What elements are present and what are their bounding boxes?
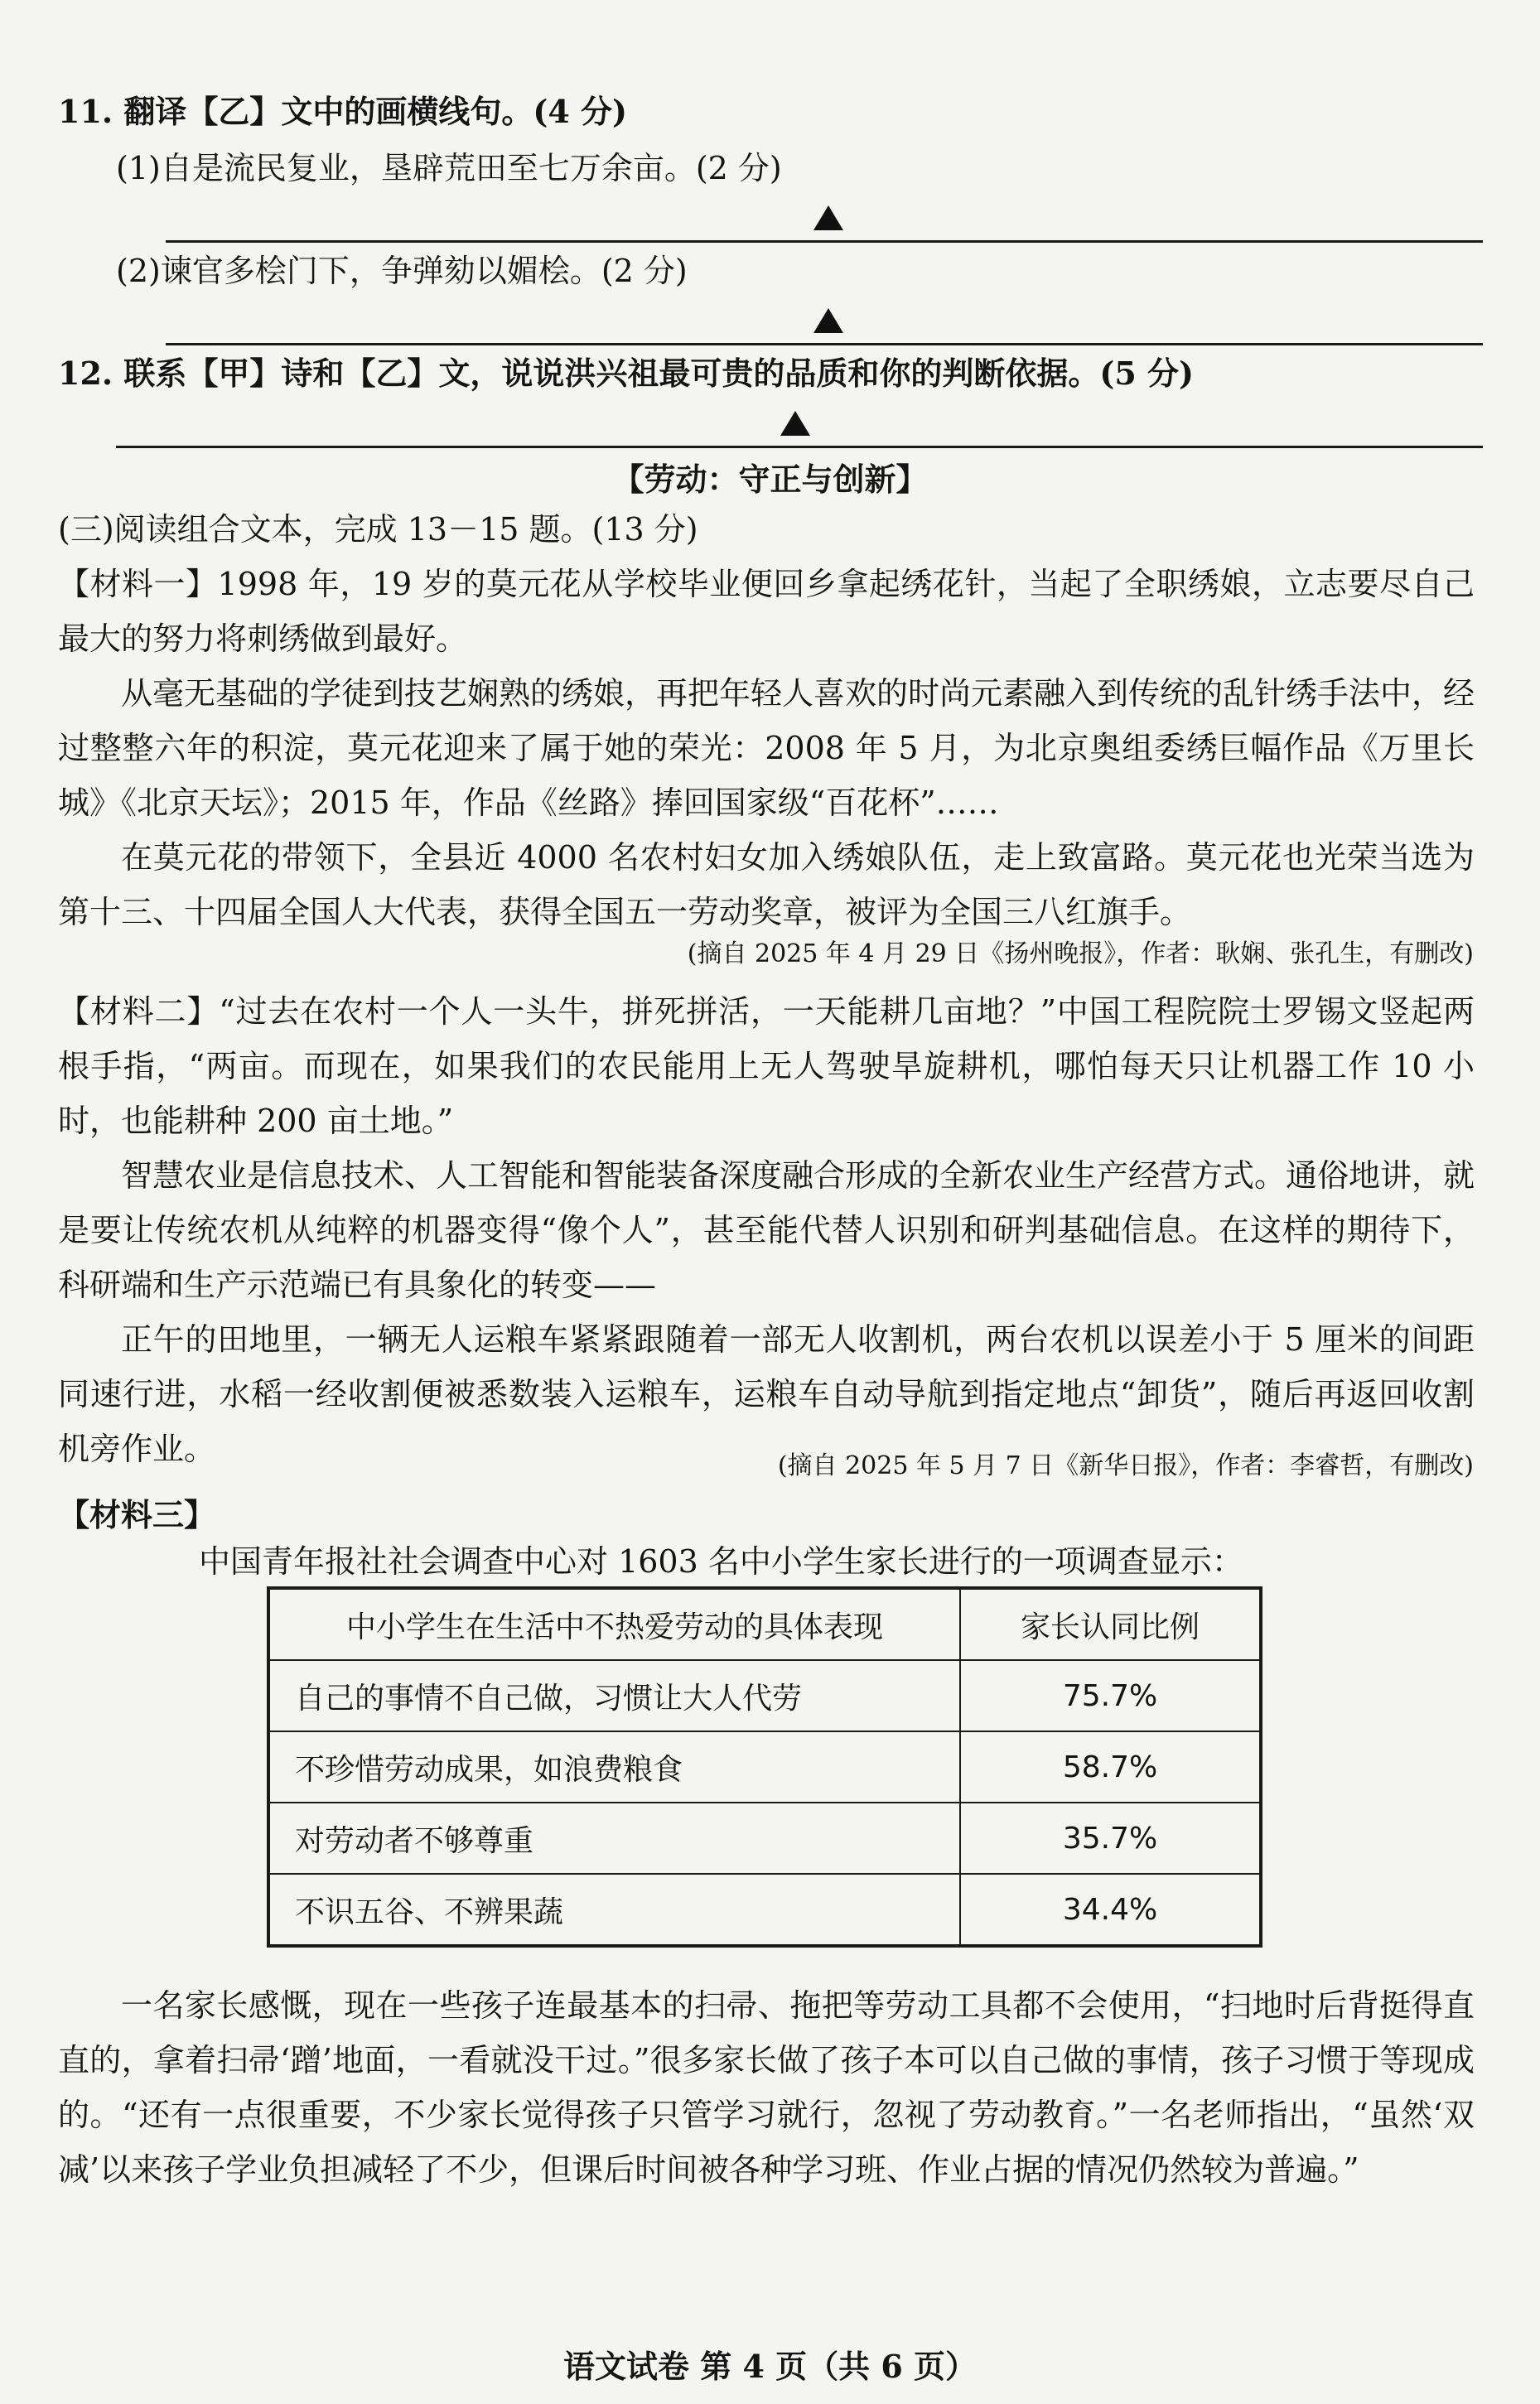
table-cell: 不珍惜劳动成果，如浪费粮食	[268, 1731, 960, 1803]
table-cell: 75.7%	[960, 1660, 1261, 1731]
material-3-para-1: 一名家长感慨，现在一些孩子连最基本的扫帚、拖把等劳动工具都不会使用，“扫地时后背挺得直直的，拿着扫帚‘蹭’地面，一看就没干过。”很多家长做了孩子本可以自己做的事情，孩子习惯于等现成的。“还有一点很重要，不少家长觉得孩子只管学习就行，忽视了劳动教育。”一名老师指出，“虽然‘双减’以来孩子学业负担减轻了不少，但课后时间被各种学习班、作业占据的情况仍然较为普遍。”	[58, 1987, 1475, 2188]
answer-marker-triangle-icon	[813, 205, 843, 230]
survey-table	[267, 1586, 1262, 1948]
question-11-sentence-1: (1)自是流民复业，垦辟荒田至七万余亩。(2 分)	[116, 150, 782, 186]
answer-line[interactable]	[166, 240, 1483, 243]
table-cell: 不识五谷、不辨果蔬	[268, 1874, 960, 1946]
question-11-sentence-2: (2)谏官多桧门下，争弹劾以媚桧。(2 分)	[116, 253, 688, 289]
table-header-cell: 中小学生在生活中不热爱劳动的具体表现	[268, 1588, 960, 1660]
answer-marker-triangle-icon	[780, 411, 810, 436]
material-1-source: (摘自 2025 年 4 月 29 日《扬州晚报》，作者：耿娴、张孔生，有删改)	[687, 939, 1474, 968]
question-12-title: 12. 联系【甲】诗和【乙】文，说说洪兴祖最可贵的品质和你的判断依据。(5 分)	[58, 355, 1194, 392]
answer-marker-triangle-icon	[813, 308, 843, 333]
section-heading: 【劳动：守正与创新】	[612, 461, 928, 498]
table-cell: 自己的事情不自己做，习惯让大人代劳	[268, 1660, 960, 1731]
answer-line[interactable]	[116, 446, 1483, 448]
answer-line[interactable]	[166, 343, 1483, 345]
table-cell: 58.7%	[960, 1731, 1261, 1803]
material-2-source: (摘自 2025 年 5 月 7 日《新华日报》，作者：李睿哲，有删改)	[777, 1451, 1474, 1480]
page-footer: 语文试卷 第 4 页（共 6 页）	[562, 2348, 978, 2385]
table-row	[268, 1803, 1261, 1874]
table-cell: 对劳动者不够尊重	[268, 1803, 960, 1874]
table-row	[268, 1731, 1261, 1803]
question-11-title: 11. 翻译【乙】文中的画横线句。(4 分)	[58, 93, 627, 130]
material-1-para-1: 【材料一】1998 年，19 岁的莫元花从学校毕业便回乡拿起绣花针，当起了全职绣娘，立志要尽自己最大的努力将刺绣做到最好。	[58, 566, 1475, 657]
table-row	[268, 1660, 1261, 1731]
material-3-intro: 中国青年报社社会调查中心对 1603 名中小学生家长进行的一项调查显示：	[199, 1543, 1243, 1580]
table-header-row	[268, 1588, 1261, 1660]
table-header-cell: 家长认同比例	[960, 1588, 1261, 1660]
table-cell: 34.4%	[960, 1874, 1261, 1946]
material-1-para-3: 在莫元花的带领下，全县近 4000 名农村妇女加入绣娘队伍，走上致富路。莫元花也光荣当选为第十三、十四届全国人大代表，获得全国五一劳动奖章，被评为全国三八红旗手。	[58, 839, 1475, 930]
material-3-label: 【材料三】	[58, 1496, 216, 1533]
material-2-para-2: 智慧农业是信息技术、人工智能和智能装备深度融合形成的全新农业生产经营方式。通俗地讲，就是要让传统农机从纯粹的机器变得“像个人”，甚至能代替人识别和研判基础信息。在这样的期待下，科研端和生产示范端已有具象化的转变——	[58, 1157, 1475, 1303]
material-1-para-2: 从毫无基础的学徒到技艺娴熟的绣娘，再把年轻人喜欢的时尚元素融入到传统的乱针绣手法中，经过整整六年的积淀，莫元花迎来了属于她的荣光：2008 年 5 月，为北京奥组委绣巨幅作品《万里长城》《北京天坛》；2015 年，作品《丝路》捧回国家级“百花杯”……	[58, 675, 1475, 821]
table-row	[268, 1874, 1261, 1946]
table-cell: 35.7%	[960, 1803, 1261, 1874]
section-3-instruction: (三)阅读组合文本，完成 13－15 题。(13 分)	[58, 511, 698, 548]
material-2-para-1: 【材料二】“过去在农村一个人一头牛，拼死拼活，一天能耕几亩地？”中国工程院院士罗锡文竖起两根手指，“两亩。而现在，如果我们的农民能用上无人驾驶旱旋耕机，哪怕每天只让机器工作 10 小时，也能耕种 200 亩土地。”	[58, 993, 1475, 1139]
material-2-para-3: 正午的田地里，一辆无人运粮车紧紧跟随着一部无人收割机，两台农机以误差小于 5 厘米的间距同速行进，水稻一经收割便被悉数装入运粮车，运粮车自动导航到指定地点“卸货”，随后再返回收割机旁作业。	[58, 1321, 1475, 1467]
